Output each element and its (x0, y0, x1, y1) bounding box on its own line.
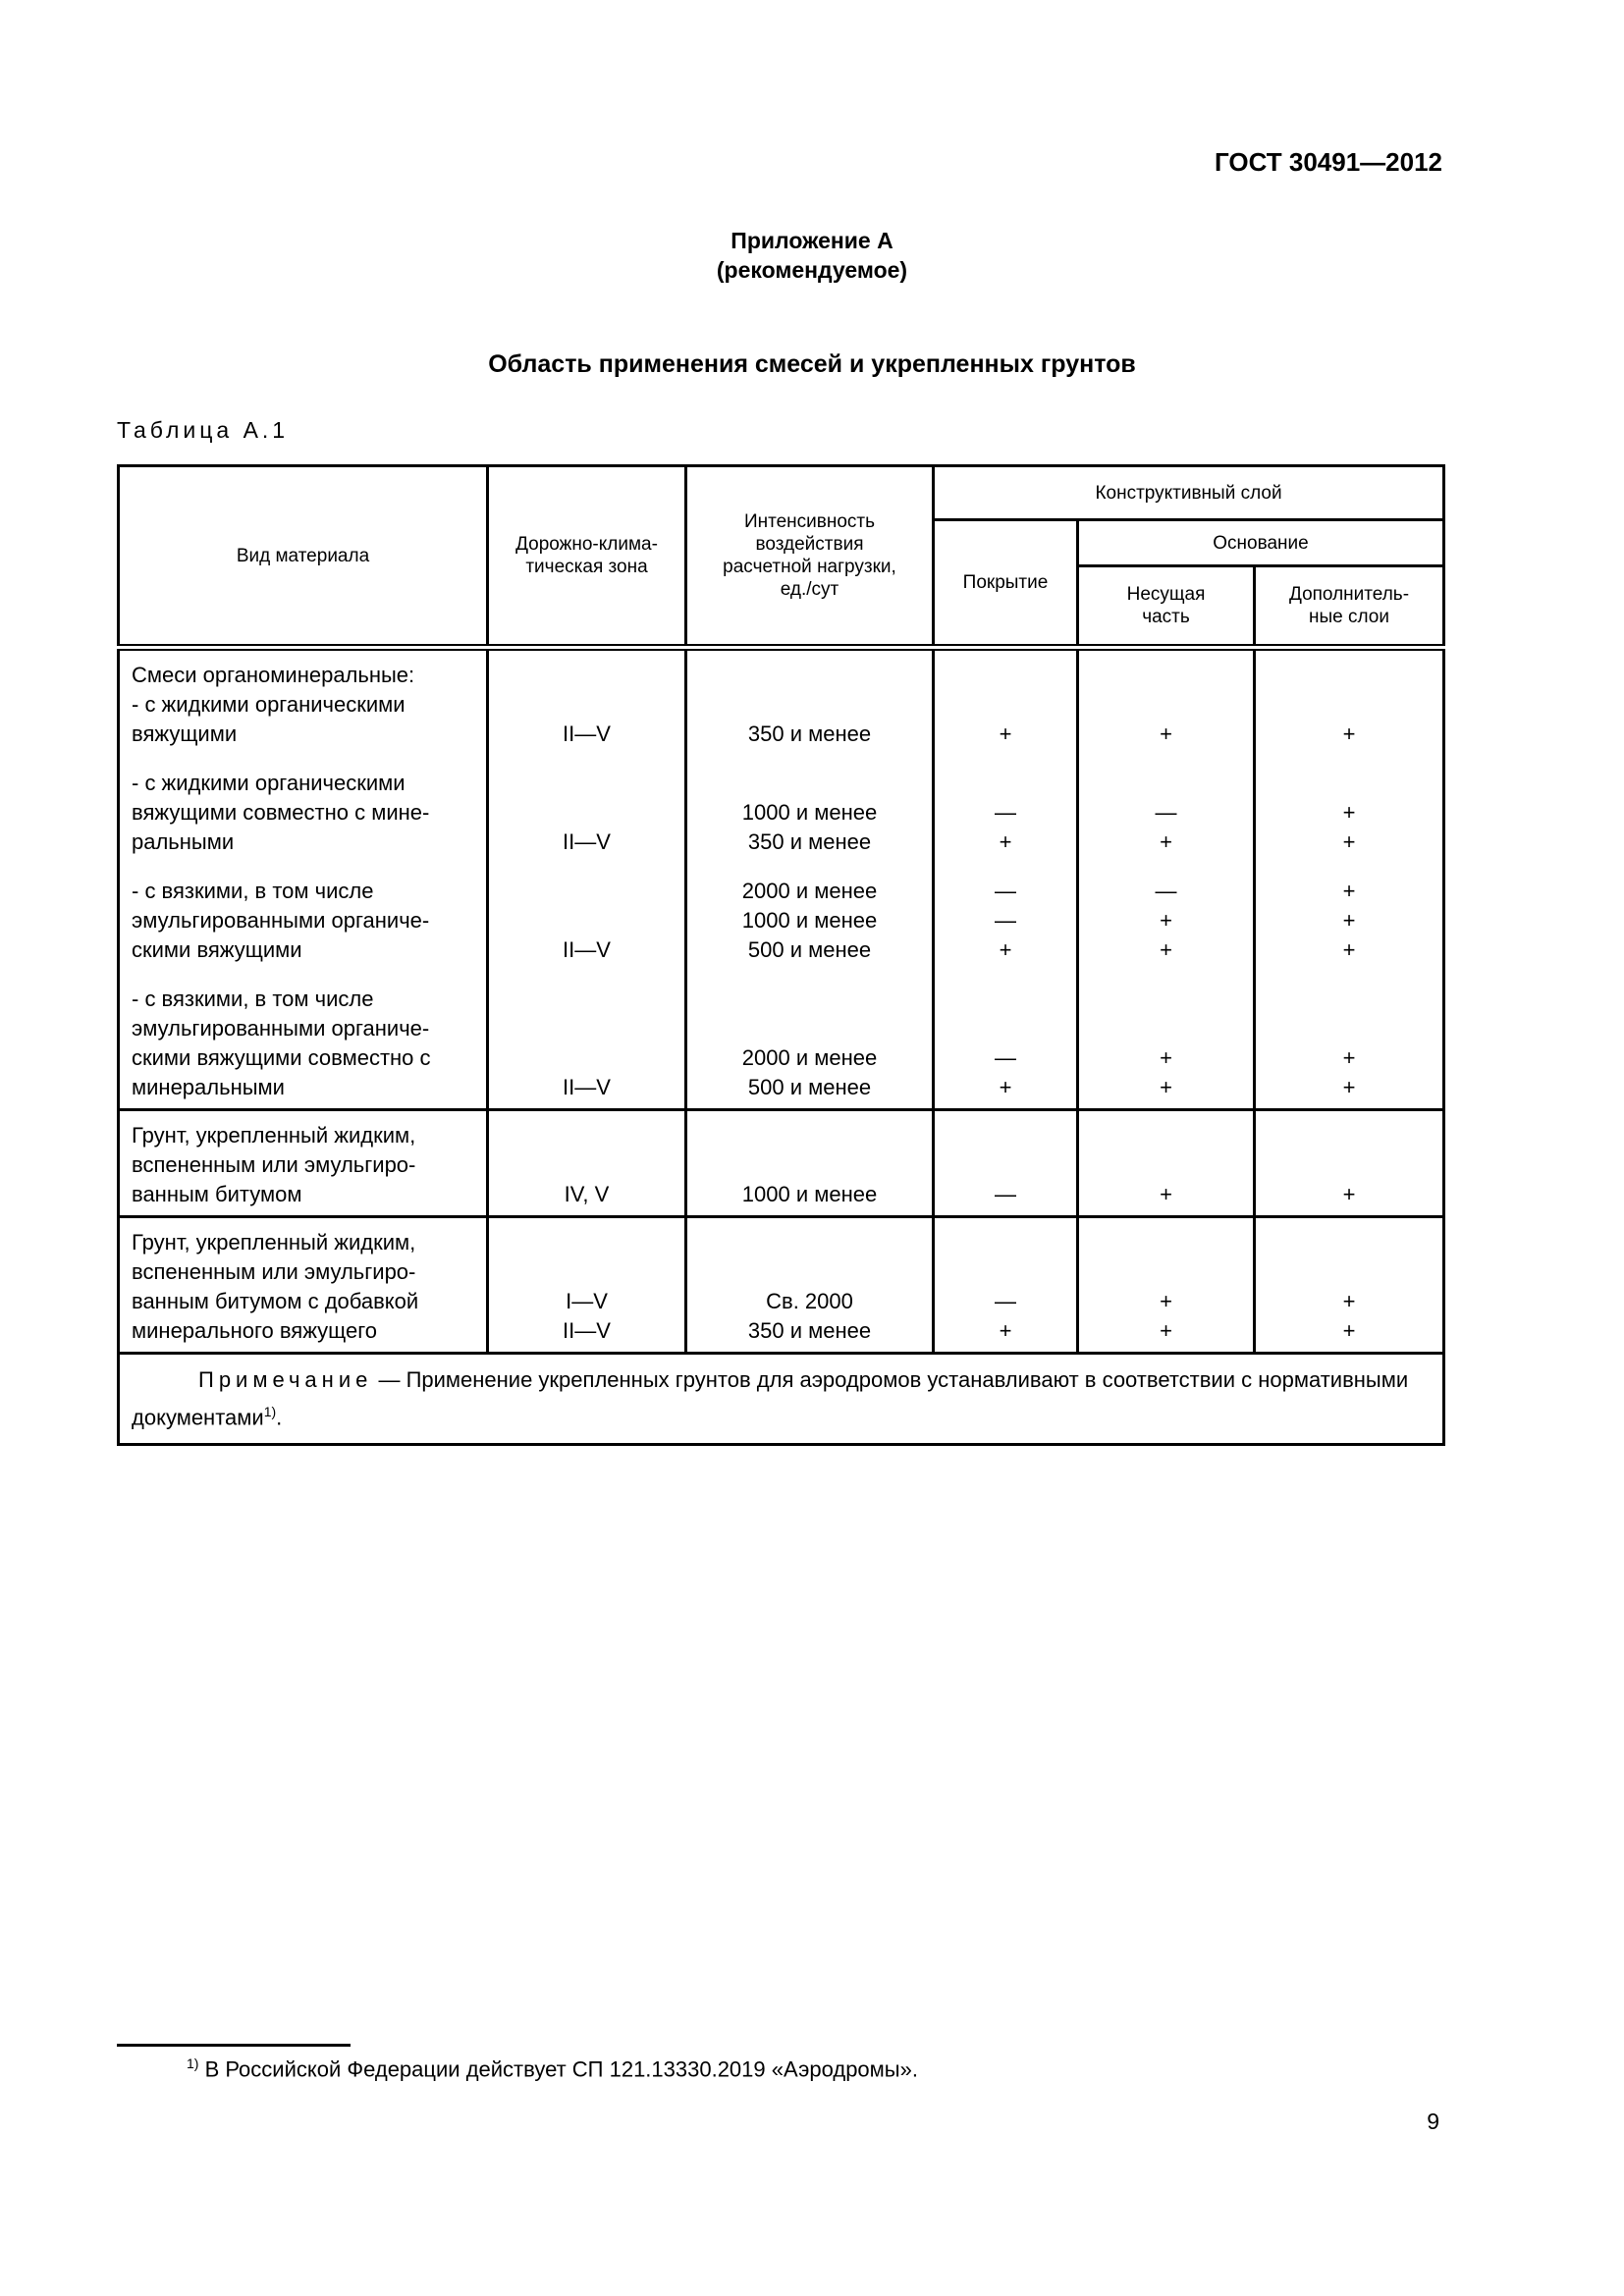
zone-cell: IV, V (488, 1110, 686, 1217)
header-base: Основание (1078, 520, 1444, 566)
zone-cell: I—V II—V (488, 1217, 686, 1354)
bearing-cell: + + (1078, 1217, 1255, 1354)
coating-cell: — + (934, 1217, 1078, 1354)
additional-cell: + + (1255, 1217, 1444, 1354)
header-zone: Дорожно-клима- тическая зона (488, 466, 686, 648)
footnote (187, 2056, 918, 2082)
additional-cell: + (1255, 1110, 1444, 1217)
header-additional: Дополнитель- ные слои (1255, 566, 1444, 648)
header-intensity: Интенсивность воздействия расчетной нагрузки, ед./сут (686, 466, 934, 648)
appendix-status: (рекомендуемое) (716, 257, 908, 283)
bearing-cell: + (1078, 1110, 1255, 1217)
footnote-ref[interactable]: 1) (263, 1404, 277, 1419)
coating-cell: + — + — — + — + (934, 648, 1078, 1110)
intensity-cell: 1000 и менее (686, 1110, 934, 1217)
table-row (119, 648, 1444, 1110)
header-bearing: Несущая часть (1078, 566, 1255, 648)
coating-cell: — (934, 1110, 1078, 1217)
header-layer: Конструктивный слой (934, 466, 1444, 520)
material-cell: Смеси органоминеральные: - с жидкими органическими вяжущими - с жидкими органическими вяжущими совместно с мине- ральными - с вязкими, в том числе эмульгированными органиче- скими вяжущими - с вязкими, в том числе эмульгированными органиче- скими вяжущими совместно с минеральными (119, 648, 488, 1110)
appendix-title: Приложение А (731, 228, 893, 253)
section-title: Область применения смесей и укрепленных грунтов (488, 350, 1136, 378)
note-label: Примечание (198, 1367, 373, 1392)
footnote-text: В Российской Федерации действует СП 121.13330.2019 «Аэродромы». (198, 2056, 918, 2082)
header-material: Вид материала (119, 466, 488, 648)
zone-cell: II—V II—V II—V II—V (488, 648, 686, 1110)
footnote-marker: 1) (187, 2056, 199, 2071)
table-caption: Таблица А.1 (117, 417, 290, 443)
header-coating: Покрытие (934, 520, 1078, 648)
bearing-cell: + — + — + + + + (1078, 648, 1255, 1110)
table-container (117, 464, 1442, 1446)
page-number: 9 (1427, 2109, 1439, 2134)
material-cell: Грунт, укрепленный жидким, вспененным или эмульгиро- ванным битумом (119, 1110, 488, 1217)
intensity-cell: 350 и менее 1000 и менее 350 и менее 2000 и менее 1000 и менее 500 и менее 2000 и менее 500 и менее (686, 648, 934, 1110)
document-code: ГОСТ 30491—2012 (1215, 147, 1442, 177)
application-table (117, 464, 1445, 1446)
additional-cell: + + + + + + + + (1255, 648, 1444, 1110)
note-text: — Применение укрепленных грунтов для аэродромов устанавливают в соответствии с нормативными документами (132, 1367, 1409, 1430)
material-cell: Грунт, укрепленный жидким, вспененным или эмульгиро- ванным битумом с добавкой минерального вяжущего (119, 1217, 488, 1354)
table-note-row (119, 1354, 1444, 1445)
intensity-cell: Св. 2000 350 и менее (686, 1217, 934, 1354)
table-row (119, 1217, 1444, 1354)
footnote-divider (117, 2044, 351, 2047)
table-row (119, 1110, 1444, 1217)
table-note: Примечание — Применение укрепленных грунтов для аэродромов устанавливают в соответствии с нормативными документами$^{1)}$. (119, 1354, 1444, 1445)
